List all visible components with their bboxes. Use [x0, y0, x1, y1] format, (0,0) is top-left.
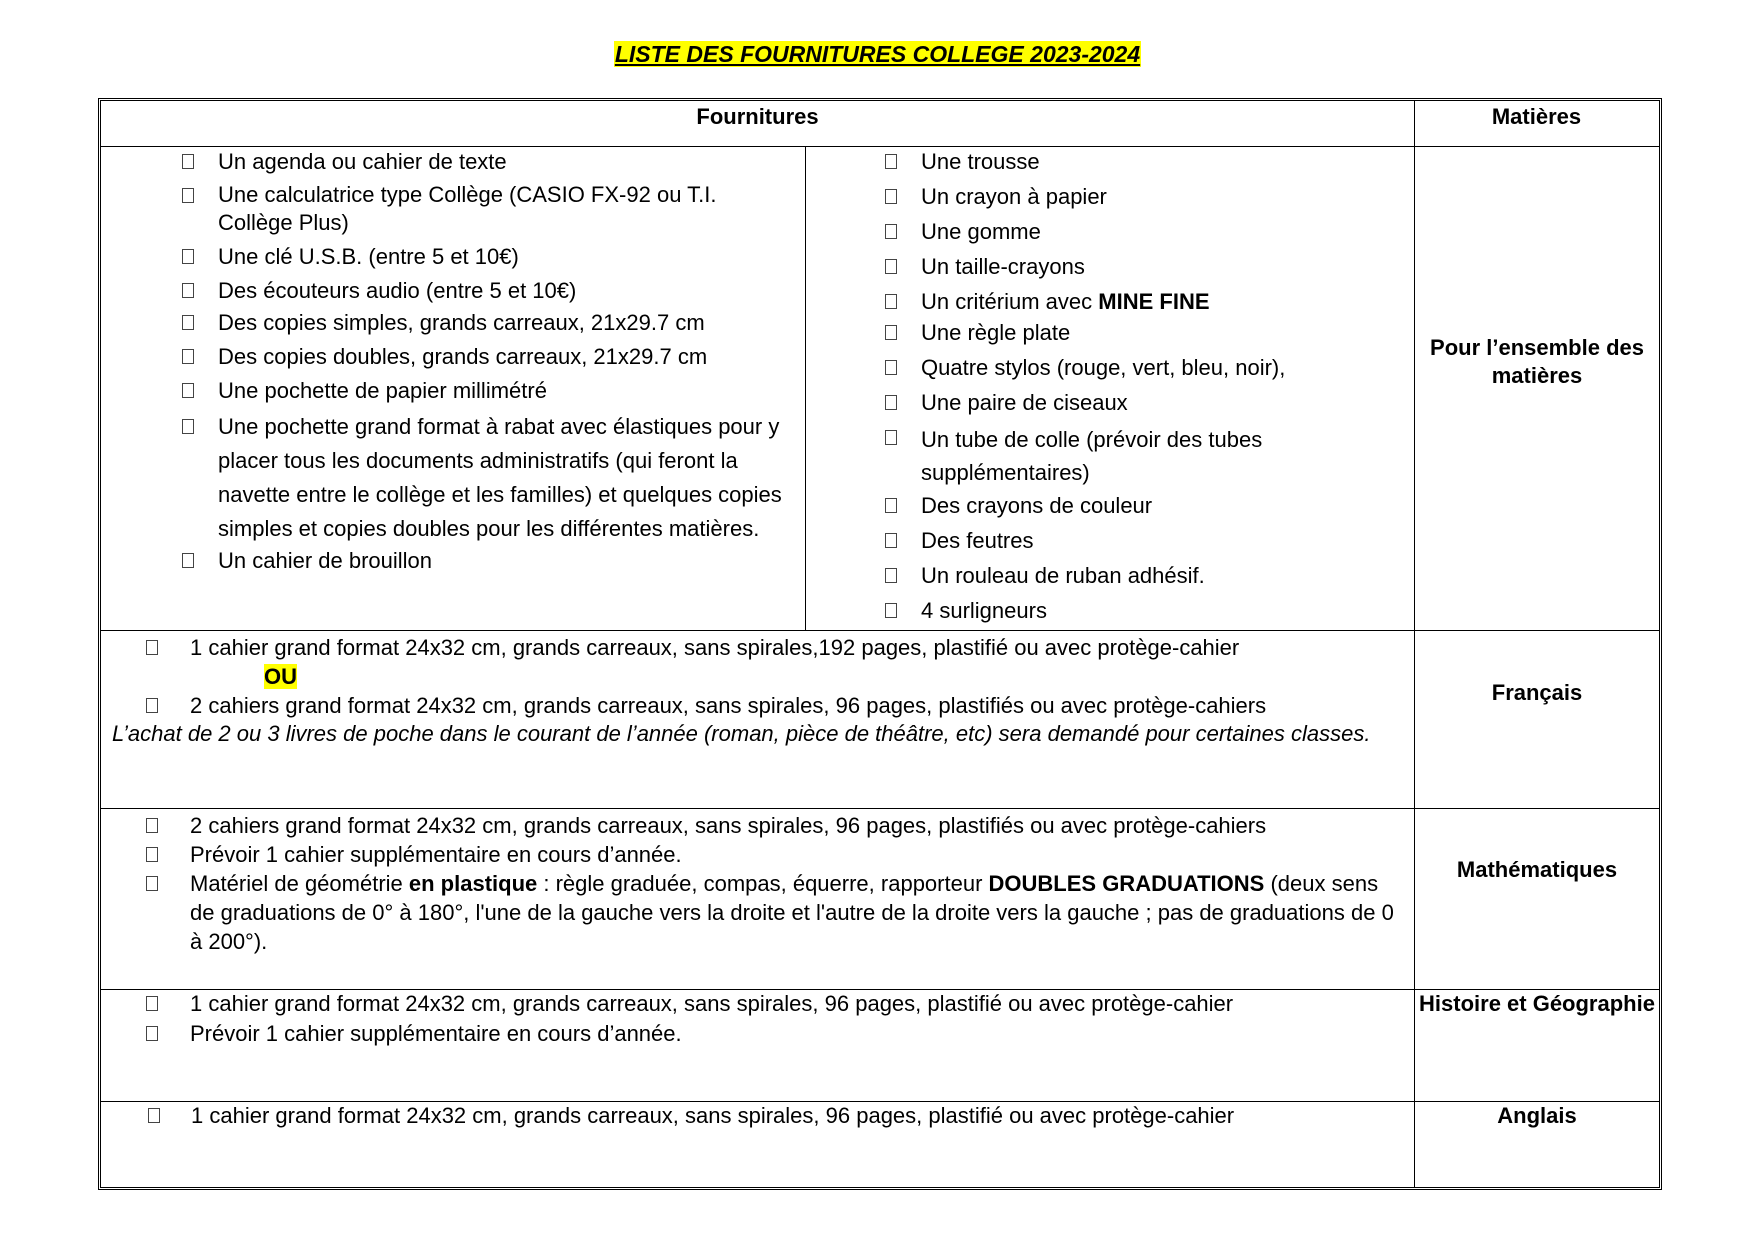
row-divider	[101, 630, 1659, 631]
list-item: Un rouleau de ruban adhésif.	[877, 561, 1407, 590]
general-left-list	[174, 147, 794, 575]
general-right-list	[877, 147, 1407, 625]
list-item: Une calculatrice type Collège (CASIO FX-92 ou T.I. Collège Plus)	[174, 181, 794, 237]
checkbox-icon	[885, 325, 897, 340]
list-item: Matériel de géométrie en plastique : règle graduée, compas, équerre, rapporteur DOUBLES GRADUATIONS (deux sens de graduations de 0° à 180°, l'une de la gauche vers la droite et l'autre de la droite vers la gauche ; pas de graduations de 0 à 200°).	[138, 869, 1408, 956]
row-divider	[101, 808, 1659, 809]
subject-general: Pour l’ensemble des matières	[1430, 335, 1644, 388]
checkbox-icon	[885, 259, 897, 274]
header-fournitures: Fournitures	[696, 104, 819, 129]
list-item: 1 cahier grand format 24x32 cm, grands carreaux, sans spirales, 96 pages, plastifié ou avec protège-cahier	[140, 1101, 1410, 1131]
histoire-content	[138, 989, 1408, 1049]
checkbox-icon	[885, 568, 897, 583]
list-item: Prévoir 1 cahier supplémentaire en cours d’année.	[138, 1019, 1408, 1049]
mine-fine-bold: MINE FINE	[1098, 289, 1210, 314]
list-item: Des copies simples, grands carreaux, 21x29.7 cm	[174, 308, 794, 337]
checkbox-icon	[182, 553, 194, 568]
list-item: Un cahier de brouillon	[174, 546, 794, 575]
checkbox-icon	[182, 188, 194, 203]
francais-note: L’achat de 2 ou 3 livres de poche dans le courant de l’année (roman, pièce de théâtre, etc) sera demandé pour certaines classes.	[112, 721, 1371, 746]
checkbox-icon	[885, 154, 897, 169]
checkbox-icon	[146, 640, 158, 655]
checkbox-icon	[146, 698, 158, 713]
ou-highlight: OU	[264, 664, 297, 689]
checkbox-icon	[885, 533, 897, 548]
list-item: Des écouteurs audio (entre 5 et 10€)	[174, 276, 794, 305]
checkbox-icon	[182, 383, 194, 398]
list-item: 4 surligneurs	[877, 596, 1407, 625]
list-item: Des copies doubles, grands carreaux, 21x29.7 cm	[174, 342, 794, 371]
anglais-content	[140, 1101, 1410, 1131]
checkbox-icon	[885, 603, 897, 618]
supplies-table	[98, 98, 1662, 1190]
list-item: Un tube de colle (prévoir des tubes supplémentaires)	[877, 423, 1407, 489]
list-item: Des feutres	[877, 526, 1407, 555]
checkbox-icon	[182, 419, 194, 434]
checkbox-icon	[182, 283, 194, 298]
maths-content	[138, 811, 1408, 956]
list-item: Une gomme	[877, 217, 1407, 246]
subject-anglais: Anglais	[1497, 1103, 1577, 1128]
list-item: Un taille-crayons	[877, 252, 1407, 281]
list-item: 2 cahiers grand format 24x32 cm, grands carreaux, sans spirales, 96 pages, plastifiés ou avec protège-cahiers	[138, 811, 1408, 840]
list-item: 1 cahier grand format 24x32 cm, grands carreaux, sans spirales, 96 pages, plastifié ou avec protège-cahier	[138, 989, 1408, 1019]
checkbox-icon	[885, 189, 897, 204]
checkbox-icon	[146, 1026, 158, 1041]
checkbox-icon	[885, 395, 897, 410]
list-item: Une trousse	[877, 147, 1407, 176]
checkbox-icon	[885, 294, 897, 309]
list-item: Des crayons de couleur	[877, 491, 1407, 520]
list-item: Une pochette de papier millimétré	[174, 376, 794, 405]
list-item: Un agenda ou cahier de texte	[174, 147, 794, 176]
checkbox-icon	[146, 847, 158, 862]
checkbox-icon	[182, 349, 194, 364]
checkbox-icon	[182, 249, 194, 264]
checkbox-icon	[146, 996, 158, 1011]
list-item: 1 cahier grand format 24x32 cm, grands carreaux, sans spirales,192 pages, plastifié ou avec protège-cahier OU	[138, 633, 1412, 691]
checkbox-icon	[148, 1108, 160, 1123]
list-item: Une paire de ciseaux	[877, 388, 1407, 417]
list-item: 2 cahiers grand format 24x32 cm, grands carreaux, sans spirales, 96 pages, plastifiés ou avec protège-cahiers	[138, 691, 1412, 720]
list-item: Une clé U.S.B. (entre 5 et 10€)	[174, 242, 794, 271]
general-column-divider	[805, 146, 806, 630]
checkbox-icon	[182, 315, 194, 330]
checkbox-icon	[146, 876, 158, 891]
checkbox-icon	[885, 498, 897, 513]
list-item: Quatre stylos (rouge, vert, bleu, noir),	[877, 353, 1407, 382]
list-item: Un critérium avec MINE FINE	[877, 287, 1407, 316]
checkbox-icon	[885, 224, 897, 239]
list-item: Prévoir 1 cahier supplémentaire en cours d’année.	[138, 840, 1408, 869]
document-title	[0, 41, 1755, 68]
list-item: Une pochette grand format à rabat avec élastiques pour y placer tous les documents administratifs (qui feront la navette entre le collège et les familles) et quelques copies simples et copies doubles pour les différentes matières.	[174, 410, 794, 546]
checkbox-icon	[885, 360, 897, 375]
column-divider	[1414, 101, 1415, 1187]
list-item: Un crayon à papier	[877, 182, 1407, 211]
subject-maths: Mathématiques	[1456, 857, 1618, 882]
subject-histoire: Histoire et Géographie	[1419, 991, 1655, 1016]
subject-francais: Français	[1491, 680, 1583, 705]
francais-content	[112, 633, 1412, 748]
checkbox-icon	[146, 818, 158, 833]
checkbox-icon	[885, 430, 897, 445]
list-item: Une règle plate	[877, 318, 1407, 347]
header-matieres: Matières	[1491, 104, 1582, 129]
title-text: LISTE DES FOURNITURES COLLEGE 2023-2024	[614, 41, 1141, 67]
checkbox-icon	[182, 154, 194, 169]
